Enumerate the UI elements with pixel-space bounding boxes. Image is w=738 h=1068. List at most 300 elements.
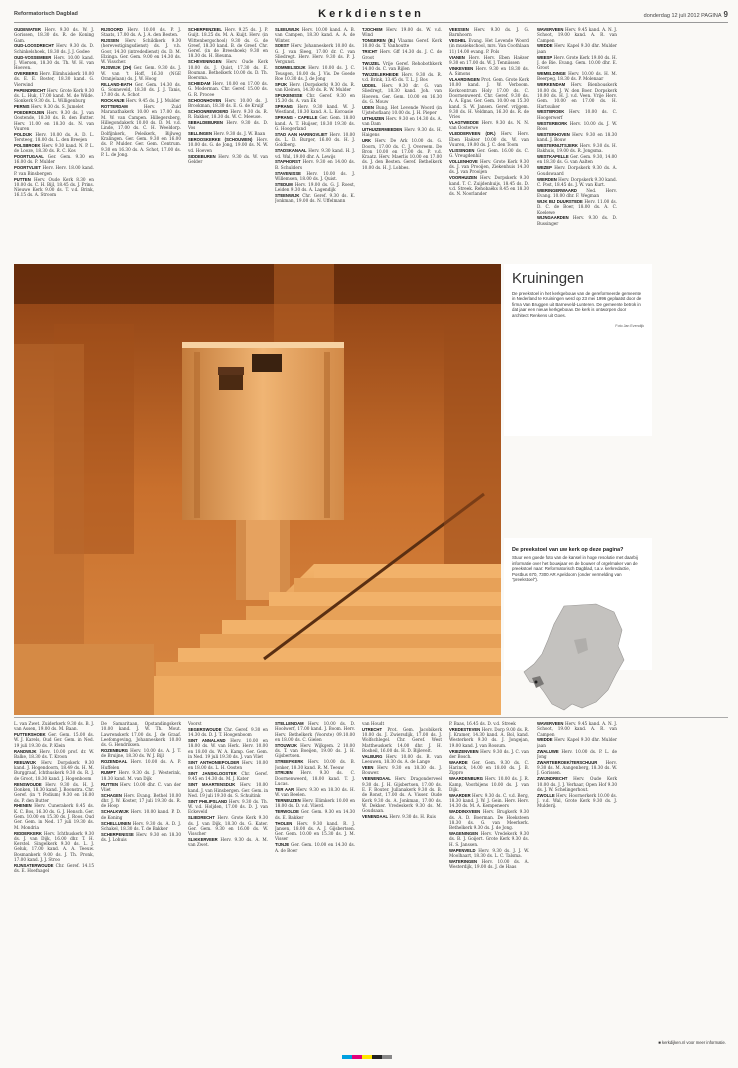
listing-column <box>101 27 181 261</box>
page-header <box>14 6 728 23</box>
church-listing <box>275 787 355 798</box>
service-times: Herv. 10.00 ds. A. P. Huffelen <box>101 759 181 770</box>
church-listing <box>188 727 268 738</box>
service-times: Herv. Oude Kerk 8.30 en 10.00 ds. C. H. Bijl, 18.45 ds. J. Prins. Nieuwe Kerk 9.00 ds. T. v.d. Brink, 16.15 ds. A. Stroom <box>14 176 94 198</box>
church-listing <box>449 38 529 54</box>
location-marker-icon <box>535 681 538 684</box>
church-listing <box>188 120 268 131</box>
place-name: WEZEP <box>537 165 552 171</box>
church-listing <box>275 93 355 104</box>
church-listing <box>101 832 181 843</box>
church-listing <box>537 737 617 748</box>
church-listing <box>275 65 355 81</box>
service-times: Ger. Gem. 18.00 kand. A. T. Huijser, 18.30 19.30 ds. G. Hoogerland <box>275 115 355 131</box>
service-times: Herv. Dorpskerk 9.30 ds. A. Goudswaard <box>537 165 617 176</box>
service-times: Herv. 10.00 ds. C. Hoogerwerf <box>537 109 617 120</box>
church-listing <box>101 793 181 809</box>
service-times: Herv. Vredekerk 9.30 ds. B. J. Goijert. Grote Kerk 9.30 ds. H. S. Janssen. <box>449 831 529 847</box>
service-times: Herv. Schildkerk 9.30 (herevestigingsdienst) ds. J. v.h. Goor, 14.30 (intrededienst) ds. D. M. Elzinga. Ger. Gem. 9.00 en 14.30 ds. W. Visscher. <box>101 38 181 65</box>
church-listing <box>14 749 94 760</box>
place-name: SPIJKENISSE <box>275 92 303 98</box>
service-times: Herv. Elimhuiskerk 10.00 ds. E. E. Boster, 18.30 kand. G. Vierwind <box>14 71 94 87</box>
church-listing <box>188 782 268 798</box>
service-times: Herv. 10.00 kand. J. Wiersen, 18.30 ds. Th. W. H. van Hoeven. <box>14 54 94 71</box>
service-times: Herv. 10.00 en 18.00 ds. W. van Herk. Herv. 10.00 en 18.00 ds. W. A. Kamp. Ger. Gem. in Ned. 19 juli 19.30 ds. J. van Vliet <box>188 738 268 759</box>
church-listing <box>449 55 529 66</box>
church-listing <box>275 171 355 182</box>
place-name: WEMELDINGE <box>537 71 566 77</box>
place-name: URK <box>362 138 372 144</box>
church-listing <box>275 159 355 170</box>
church-listing <box>537 760 617 776</box>
service-times: Herv. 10.00 kand. A. B. van Campen, 18.30 kand. A. A. de Winter. <box>275 27 355 43</box>
service-times: Herv. 10.00 dhr. C. van der Vliet <box>101 781 181 792</box>
service-times: Ger. Gem. 9.30 ds. C. Harinck, 14.00 en 18.00 ds. J. B. Zippro <box>449 759 529 776</box>
place-name: OUDEWATER <box>14 27 41 32</box>
church-listing <box>275 132 355 148</box>
church-listing <box>188 109 268 120</box>
section-title: Kerkdiensten <box>318 8 424 20</box>
service-times: Herv. 10.00 ds. D. Hoolwerf, 17.00 kand. J. Boom. Herv. Herv. Bethelkerk (Voorste) 09.10.00 en 18.00 ds. C. Gielen <box>275 721 355 742</box>
service-times: Herv. Dorpskerk 9.30 kand. J. Hogendoorn, 18.49 ds. H. M. Burggraaf, Ichthuskerk 9.30 ds. R. J. de Groot, 18.30 kand. J. Hogenboom <box>14 759 94 781</box>
church-listing <box>275 821 355 842</box>
service-times: Herv. 9.30 ds. S. Jumelet <box>30 104 84 110</box>
submission-title: De preekstoel van uw kerk op deze pagina? <box>512 547 624 553</box>
service-times: Herv. 9.30 ds. W. van Gelder <box>188 153 268 164</box>
church-listing <box>449 848 529 859</box>
service-times: Herv. Brugkerk 9.30 ds. A. D. Boerman. De Hoeksteen 18.30 ds. G. van Meerkerk. Bethelkerk 9.30 ds. J. de Jong. <box>449 809 529 831</box>
church-listing <box>14 803 94 829</box>
church-listing <box>362 727 442 753</box>
listing-column <box>537 721 617 1051</box>
service-times: Evang. Het Levende Woord (in musiekschool, mrs. Van Coothlaan 11) 14.00 evang. P. Pols <box>449 38 529 54</box>
service-times: Herv. Herv. 18.00 kand. P. van Binsbergen <box>14 165 94 176</box>
church-listing <box>188 27 268 59</box>
place-name: SCHIEDAM <box>188 81 211 87</box>
place-name: UDDEL <box>362 82 377 88</box>
service-times: Herv. 10.00 ds. P. J. Staats, 17.00 ds. A. J. A. den Besten. <box>101 27 181 38</box>
place-name: WAVERVEEN <box>537 27 564 32</box>
place-name: ROZENDAAL <box>101 759 128 765</box>
place-name: RIJNSATERWOUDE <box>14 862 54 868</box>
church-listing <box>188 771 268 782</box>
service-times: van Houdt <box>362 721 385 726</box>
church-listing <box>14 27 94 43</box>
place-name: SEBALDEBUREN <box>188 120 223 126</box>
place-name: VLAGTWEDDE <box>449 120 479 126</box>
service-times: Herv. 10.00 ds. G. de Jong, 19.00 ds. N. W. vd. Hoeven <box>188 137 268 153</box>
church-listing <box>537 55 617 71</box>
service-times: Herv. 10.00 kand. J. van Hinsbergen. Ger. Gem. in Ned. 19 juli 19.30 ds. S. Schuitink <box>188 782 268 798</box>
service-times: Herv. Dorp 9.00 ds. R. J. Kramer, 14.30 kand. A. Bol, kand. Westerkerk 9.30 ds. J. Jongejan, 19.00 kand. J. van Rossum. <box>449 726 529 748</box>
service-times: Herv. 10.00 ds. J. W. Roos <box>537 120 617 131</box>
church-listing <box>275 759 355 770</box>
church-listing <box>188 131 268 136</box>
service-times: Herv. 9.30 ds. D. Bussinger <box>537 215 617 226</box>
service-times: Herv. Ichthuskerk 9.30 ds. J. van Dijk, 16.00 dhr. T. H. Kerstel. Singelkerk 9.30 ds. L. J. Geluk, 17.00 kand. A. A. Teeuw. Bosmankerk 9.00 ds. J. Th. Pronk, 17.00 kand. J. J. Stroo <box>14 830 94 862</box>
church-listing <box>537 188 617 199</box>
church-listing <box>14 43 94 54</box>
church-listing <box>449 148 529 159</box>
listing-column <box>362 721 442 1051</box>
place-name: VREDESTEVEN <box>449 726 481 732</box>
service-times: Herv. 9.30 kand. N. P. L. de Looze, 18.30 ds. R. C. Kos <box>14 142 94 154</box>
place-name: WIJK BIJ DUURSTEDE <box>537 198 583 204</box>
service-times: Herv. 9.30 ds. A. M. van Zwet. <box>188 836 268 848</box>
place-name: TWIJZELERHEIDE <box>362 71 399 77</box>
place-name: VEESSEN <box>449 27 469 32</box>
place-name: VLISSINGEN <box>449 147 475 153</box>
place-name: WESTBROEK <box>537 109 565 115</box>
place-name: RUMPT <box>101 770 116 776</box>
service-times: Herv. Elimkerk 10.00 en 18.00 ds. D. v.d. Vlierd. <box>275 798 355 809</box>
church-listing <box>449 175 529 196</box>
church-listing <box>362 38 442 49</box>
place-name: SCHAGEN <box>101 792 122 798</box>
listing-column <box>275 27 355 261</box>
place-name: WIERINGERWAARD <box>537 187 577 193</box>
service-times: Herv. 9.30 ds. N. N. van Oosterwe <box>449 120 529 131</box>
place-name: VEGHEL <box>449 38 467 44</box>
publication-name: Reformatorisch Dagblad <box>14 11 78 17</box>
place-name: WAGENINGEN <box>449 831 479 837</box>
church-listing <box>14 55 94 71</box>
service-times: Herv. 9.30 ds. C. v.d. Berg, 18.30 kand. J. W. J. Gein. Herv. Herv. 14.30 ds. M. A. Kempeneers <box>449 792 529 809</box>
service-times: Herv. 9.30 ds. J. J. W. Moolhaart, 18.30 ds. L. C. Talsma. <box>449 847 529 858</box>
place-name: PUTTEN <box>14 176 31 182</box>
place-name: STELLENDAM <box>275 721 304 726</box>
place-name: RILLAND-BATH <box>101 81 133 87</box>
place-name: UITHUIZEN <box>362 115 385 121</box>
church-listing <box>275 43 355 64</box>
service-times: Herv. 10.00 ds. A. Westerdijk, 19.00 ds. J. de Haas <box>449 858 529 870</box>
place-name: SCHALKWIJK <box>101 809 129 815</box>
church-listing <box>537 776 617 792</box>
place-name: STOUWIJK <box>275 742 298 748</box>
service-times: Herv. 9.30 ds. H. J. Donken, 18.30 kand. J. Boonstra. Chr. Geref. (in 't Podium) 9.30 en 16.00 ds. P. den Butter <box>14 781 94 803</box>
service-times: Herv. Johanneskerk 10.00 ds. G. J. van Sleeg, 17.00 dr. C. van Sliedregt. Herv. Herv. 9.30 ds. P. J. Vergunst. <box>275 43 355 65</box>
place-name: STAVENISSE <box>275 170 301 176</box>
service-times: Herv. 10.00 en 17.00 ds. G. Moderman. Chr. Geref. 15.00 ds. G. R. Procee <box>188 81 268 97</box>
service-times: Chr. Geref. 9.30 ds. K. Jonkman, 19.00 ds. N. Uffelmann <box>275 193 355 204</box>
service-times: Herv. 10.00 ds. H. M. Beerpeg, 18.30 ds. P. Molenaar <box>537 71 617 82</box>
church-listing <box>537 121 617 132</box>
place-name: PUTTERSHOEK <box>14 732 46 738</box>
place-name: UITHUIZERMEEDEN <box>362 127 403 133</box>
church-listing <box>275 770 355 786</box>
place-name: RENSWOUDE <box>14 781 42 787</box>
service-times: Ger. Gem. 9.30 ds. J. W. van 't Hoff, 16.30 (NGE Oranjelaan) ds. J. W. Hoog <box>101 65 181 81</box>
place-name: RANDWIJK <box>14 748 37 754</box>
place-name: WERKENDAM <box>537 82 566 88</box>
church-listing <box>449 831 529 847</box>
church-listing <box>188 721 268 726</box>
place-name: SLEEUWIJK <box>275 27 300 32</box>
service-times: Herv. 9.30 ds. J. G. Barnhoorn <box>449 27 529 38</box>
service-times: Herv. 10.00 ds. J. Willemsen, 18.00 ds. J. Quist. <box>275 170 355 181</box>
service-times: Herv. 10.00 kand. P. D. de Koning <box>101 809 181 820</box>
church-listing <box>101 782 181 793</box>
service-times: Herv. 10.00 ds. B. Jonker, 18.30 kand. R. M. Teeuw <box>275 759 355 770</box>
church-listing <box>362 127 442 138</box>
service-times: Herv. 10.00 ds. J. C. Teusgen, 18.00 ds. J. Vis. De Goede Roe 10.30 ds. J. de Jong <box>275 65 355 81</box>
service-times: Herv. 10.00 ds. R. van Leeuwen, 18.30 ds. A. de Lange <box>362 753 442 765</box>
pulpit-illustration <box>14 264 501 715</box>
church-listing <box>449 159 529 175</box>
place-name: POLDIJK <box>14 131 33 137</box>
service-times: Herv. 9.30 en 18.30 ds. A. Simons <box>449 65 529 77</box>
church-listing <box>537 165 617 176</box>
church-listing <box>101 770 181 781</box>
service-times: Ger. Gem. 15.00 ds. W. J. Karels, Oud Ger. Gem. in Ned. 19 juli 19.30 ds. P. Klein <box>14 732 94 748</box>
church-listing <box>275 193 355 204</box>
church-listing <box>101 27 181 38</box>
church-listing <box>362 72 442 83</box>
church-listing <box>275 104 355 115</box>
church-listing <box>362 776 442 813</box>
service-times: Herv. 9.30 kand. H. J. vd. Wal, 19.00 dhr. A. Lewijs <box>275 148 355 159</box>
church-listing <box>449 66 529 77</box>
church-listing <box>275 82 355 93</box>
church-listing <box>537 215 617 226</box>
service-times: Herv. Grote Kerk 9.30 ds. J. van Dijk, 18.30 ds. G. Kater. Ger. Gem. 9.30 en 16.00 ds. W. Visscher <box>188 815 268 837</box>
print-color-strip <box>342 1055 392 1059</box>
place-name: STEDUM <box>275 181 293 187</box>
service-times: Herv. 11.00 ds. D. C. de Boer, 18.00 ds. A. C. Koelewe <box>537 198 617 215</box>
place-name: WAPENVELD <box>449 847 476 853</box>
place-name: SINT ANTHONIEPOLDER <box>188 759 240 765</box>
place-name: STEENWIJK <box>275 193 300 199</box>
place-name: STADSKANAAL <box>275 148 307 154</box>
church-listing <box>101 65 181 81</box>
service-times: Herv. 9.30 ds. H. Bakhuis, 19.00 ds. R. Jongsma. <box>537 142 617 154</box>
service-times: Herv. 9.30 en 18.30 ds. J. Lohuis <box>101 831 181 842</box>
service-times: Herv. 9.30 ds. D. Schinkelshoek, 18.30 ds. J. J. Godee <box>14 43 94 54</box>
service-times: Herv. 9.30 en 18.30 ds. H. W. van Beelen. <box>275 786 355 798</box>
place-name: WATERINGEN <box>449 858 478 864</box>
place-name: RIDDERKERK <box>14 830 42 836</box>
place-name: SEGERSWOUDE <box>188 726 222 732</box>
church-listing <box>188 837 268 848</box>
place-name: ZWARTEBROEK/TERSCHUUR <box>537 759 598 765</box>
service-times: Herv. 10.00 ds. A. J. T. de Bruijne, 18.30 ds. W. J. Bijl <box>101 748 181 759</box>
service-times: Herv. 9.25 ds. J. P. Guijt. 18.25 ds. M. A. Kuijt. Herv. (in Wittenbergschool) 9.30 ds. G. de Greef, 18.30 kand. B. de Greef. Chr. Geref. (in de Breeshoek) 9.30 en 18.30 ds. H. Bieuma. <box>188 27 268 59</box>
place-name: VLAARDINGEN <box>449 77 480 83</box>
place-name: OUD-VOSSEMEER <box>14 54 52 60</box>
place-name: SINT JANSKLOOSTER <box>188 771 237 777</box>
church-listing <box>449 27 529 38</box>
place-name: WEDDE <box>537 43 553 49</box>
service-times: Herv. Wijkgem. 2 10.00 ds. T. van Boeijen, 19.00 ds. J. H. Gijsbertsen. <box>275 742 355 759</box>
place-name: SCHOONHOVEN <box>188 97 222 103</box>
church-listing <box>275 182 355 193</box>
place-name: TWIJZEL <box>362 60 380 66</box>
place-name: SPIJK <box>275 81 288 87</box>
place-name: RUTTEN <box>101 781 118 787</box>
church-listing <box>101 38 181 64</box>
place-name: POLSBROEK <box>14 142 41 148</box>
place-name: SIDDEBUREN <box>188 153 216 159</box>
church-listing <box>275 721 355 742</box>
caption-text: De preekstoel in het kerkgebouw van de gereformeerde gemeente in Nederland te Kruiningen werd op 23 mei 1996 geplaatst door de firma Van Bruggen uit Barneveld-Lunteren. De gemeente betrok in dat jaar een nieuw kerkgebouw. De kerk is ontworpen door architect Renkens uit Goes. <box>512 291 642 318</box>
church-listing <box>449 749 529 760</box>
church-listing <box>101 759 181 770</box>
service-times: Chr. Geref. 9.45 en 14.30 ds. M. J. Kater <box>188 771 268 782</box>
service-times: Ned. Herv. Evang. 10.00 dhr. F. Wegman <box>537 187 617 199</box>
service-times: Herv. 9.30 en 18.30 ds. J. Bouwer. <box>362 765 442 776</box>
place-name: SCHOONREWOERD <box>188 108 229 114</box>
place-name: VEEN <box>362 765 374 771</box>
place-name: SINT MAARTENSDIJK <box>188 782 236 788</box>
church-listing <box>14 104 94 109</box>
place-name: WADDINXVEEN <box>449 809 481 815</box>
place-name: SOMMELSDIJK <box>275 65 306 71</box>
service-times: Herv. Oude Kerk 10.00 ds. J. Quist, 17.30 ds. E. Bouman. Bethelkerk 10.00 ds. D. Th. Boersma. <box>188 59 268 81</box>
church-listing <box>537 82 617 108</box>
place-name: PERNIS <box>14 104 30 110</box>
service-times: Herv. 9.30 ds. J. van Oostende, 18.30 ds. B. den Butter. Herv. 11.00 en 18.30 ds. N. van Vuuren <box>14 110 94 131</box>
place-name: VINKEVEEN <box>449 65 474 71</box>
pulpit-photo <box>14 264 501 715</box>
service-times: Herv. Bienbouskerk 10.00 ds. J. W. den Boer. Dorpskerk 10.00 ds. H. J. v.d. Veen. Vrije Herv. Gem. 10.00 en 17.00 ds. H. Hartsuiker <box>537 82 617 109</box>
service-times: Herv. 9.30 en 14.00 ds. B. Schulders <box>275 159 355 170</box>
place-name: VRIEZENVEEN <box>449 748 479 754</box>
church-listing <box>537 793 617 809</box>
service-times: Chr. Geref. 9.30 en 14.30 ds. D. J. T. Hoogenboom <box>188 726 268 738</box>
photo-caption-box <box>504 264 652 436</box>
place-name: POEDEROIJEN <box>14 110 45 116</box>
church-listing <box>362 754 442 765</box>
church-listing <box>362 27 442 38</box>
church-listing <box>275 115 355 131</box>
place-name: VALBURG <box>362 753 383 759</box>
service-times: Ger. Gem. 9.30 en 16.00 ds. P. Mulder <box>14 154 94 165</box>
church-listing <box>275 27 355 43</box>
service-times: Herv. 9.30 ds. Th. W. v.d. Holjden, 17.00 ds. D. J. van Eckeveld <box>188 798 268 815</box>
place-name: TERWOLDE <box>275 809 299 815</box>
church-listing <box>101 104 181 157</box>
service-times: Chr. Geref. 9.30 en 15.30 ds. A. van Ek <box>275 92 355 104</box>
place-name: TONGEREN (B.) <box>362 38 396 44</box>
service-times: Herv. 9.30 ds. C. Doornenweerd, 18.00 kand. T. J. Lucas. <box>275 770 355 787</box>
service-times: Herv. Kapel 9.30 dhr. Mulder jaan <box>537 43 617 54</box>
church-listing <box>537 71 617 82</box>
service-times: Herv. 9.45 kand. A. N. J. Schoot, 19.00 kand. A. R. van Campen <box>537 27 617 43</box>
church-listing <box>14 782 94 803</box>
section-divider <box>14 717 728 718</box>
service-times: Herv. 9.30 ds. D. Vos <box>188 120 268 131</box>
church-listing <box>537 749 617 760</box>
place-name: PAPENDRECHT <box>14 87 46 93</box>
church-listing <box>362 721 442 726</box>
place-name: THOLEN <box>275 820 293 826</box>
footer-note: ■ kerkdijken.nl voor meer informatie. <box>658 1040 726 1045</box>
church-listing <box>188 137 268 153</box>
place-name: UDEN <box>362 104 374 110</box>
service-times: Herv. 9.30 dr. G. van Sliedregt, 18.30 kand. Joh. van Hoeven. Ger. Gem. 10.00 en 16.30 ds. G. Mouw <box>362 82 442 104</box>
listing-column <box>537 27 617 261</box>
church-listing <box>362 814 442 819</box>
place-name: SLIEDRECHT <box>188 815 215 821</box>
church-listing <box>275 809 355 820</box>
map-graphic <box>504 600 652 714</box>
place-name: VOORHUIZEN <box>449 175 477 181</box>
service-times: Herv. Grote Kerk 9.30 ds. L. Huk, 17.00 kand. M. de Wilde. Sionkerk 9.30 ds. L. Willigenburg <box>14 87 94 104</box>
place-name: WESTERNIJTSJERK <box>537 142 578 148</box>
service-times: Herv. 9.30 ds. H. Ruis <box>389 814 436 820</box>
place-name: POORTUGAAL <box>14 154 44 160</box>
place-name: VOLLENHOVE <box>449 158 478 164</box>
service-times: Herv. 9.30 ds. M. Aangenberg, 18.30 ds. W. J. Gorissen. <box>537 759 617 776</box>
church-listing <box>449 120 529 131</box>
service-times: Herv. Kapel 9.30 dhr. Mulder jaan <box>537 737 617 748</box>
service-times: Herv. Herv. Eben Haëzer 10.00 ds. W. van Vuuren, 19.00 ds. J. C. den Toom <box>449 131 529 147</box>
place-name: RIJSSEN <box>101 38 119 44</box>
church-listing <box>188 760 268 771</box>
church-listing <box>362 83 442 104</box>
church-listing <box>449 760 529 776</box>
service-times: Herv. 10.00 ds. L. D. Burger, 16.00 ds. H. J. Goldberg. <box>275 131 355 148</box>
service-times: Herv. Grote Kerk 19.00 ds. H. J. de Bie. Evang. Gem. 10.00 dhr. E. Groot <box>537 54 617 71</box>
place-name: ROZENBURG <box>101 748 128 754</box>
service-times: Herv. 9.30 ds. J. Westerink, 18.30 kand. M. van Dijk <box>101 770 181 781</box>
service-times: Chr. Geref. 14.15 ds. E. Hoefnagel <box>14 862 94 874</box>
church-listing <box>537 143 617 154</box>
caption-title: Kruiningen <box>512 270 584 287</box>
date-text: donderdag 12 juli 2012 PAGINA <box>643 12 722 19</box>
place-name: WESTERHOVEN <box>537 131 570 137</box>
church-listing <box>449 793 529 809</box>
listing-column <box>449 27 529 261</box>
church-listing <box>537 109 617 120</box>
service-times: Herv. 19.00 ds. G. J. Roest, Leiden 9.30 ds. A. Lagendijk <box>275 181 355 193</box>
place-name: TRICHT <box>362 49 378 55</box>
listing-column <box>14 721 94 1051</box>
church-listing <box>449 721 529 726</box>
church-listing <box>188 98 268 109</box>
church-listing <box>537 177 617 188</box>
place-name: REEUWIJK <box>14 759 37 765</box>
church-listing <box>275 798 355 809</box>
church-listing <box>449 809 529 830</box>
place-name: WEDDE <box>537 737 553 743</box>
service-times: Herv. 9.30 ds. A. D. J. Schakel, 18.30 ds. T. de Bakker <box>101 820 181 831</box>
church-listing <box>362 61 442 72</box>
place-name: ZWOLLE <box>537 792 555 798</box>
place-name: RIJSWIJK (ZH) <box>101 65 132 71</box>
church-listing <box>449 131 529 147</box>
church-listing <box>14 71 94 87</box>
service-times: Herv. Dragonderveel 9.30 ds. J. H. Gijsbertsen, 17.00 ds. E. F. Bouter. Jullanakerk 9.30 ds. B. de Ronst, 17.00 ds. A. Visser. Oude Kerk 9.30 ds. A. Jonkman, 17.00 ds. W. Dekker. Vredeskerk 9.30 ds. M. Goudsaan. <box>362 776 442 814</box>
service-times: Herv. Cunerakerk 8.45 ds. K. C. Bos, 16.30 ds. G. J. Hensch. Ger. Gem. 10.00 en 15.30 ds. J. Roos. Oud Ger. Gem. in Ned. 17 juli 19.30 ds. M. Mondria <box>14 803 94 830</box>
church-listing <box>14 143 94 154</box>
place-name: SPRANG - CAPELLE <box>275 115 318 121</box>
church-listing <box>188 81 268 97</box>
listing-column <box>101 721 181 1051</box>
place-name: SEROOSKERKE (SCHOUWEN) <box>188 137 253 143</box>
church-listing <box>362 105 442 116</box>
service-times: Herv. 9.30 ds. J. W. Baan <box>213 131 266 137</box>
place-name: SCHERPENZEEL <box>188 27 222 32</box>
church-listing <box>101 748 181 759</box>
page-date <box>608 10 728 19</box>
service-times: Ger. Gem. 14.30 ds. G. Sonneveld, 18.30 ds. J. J. Tanis, 17.00 ds. A. Schot <box>101 81 181 98</box>
service-times: Herv. 9.30 kand. W. J. Westland, 18.30 kand. A. L. Koroasie <box>275 104 355 115</box>
place-name: STAPHORST <box>275 159 301 165</box>
church-listing <box>14 177 94 198</box>
place-name: WAVERVEEN <box>537 721 564 726</box>
place-name: VEENENDAAL <box>362 776 391 782</box>
